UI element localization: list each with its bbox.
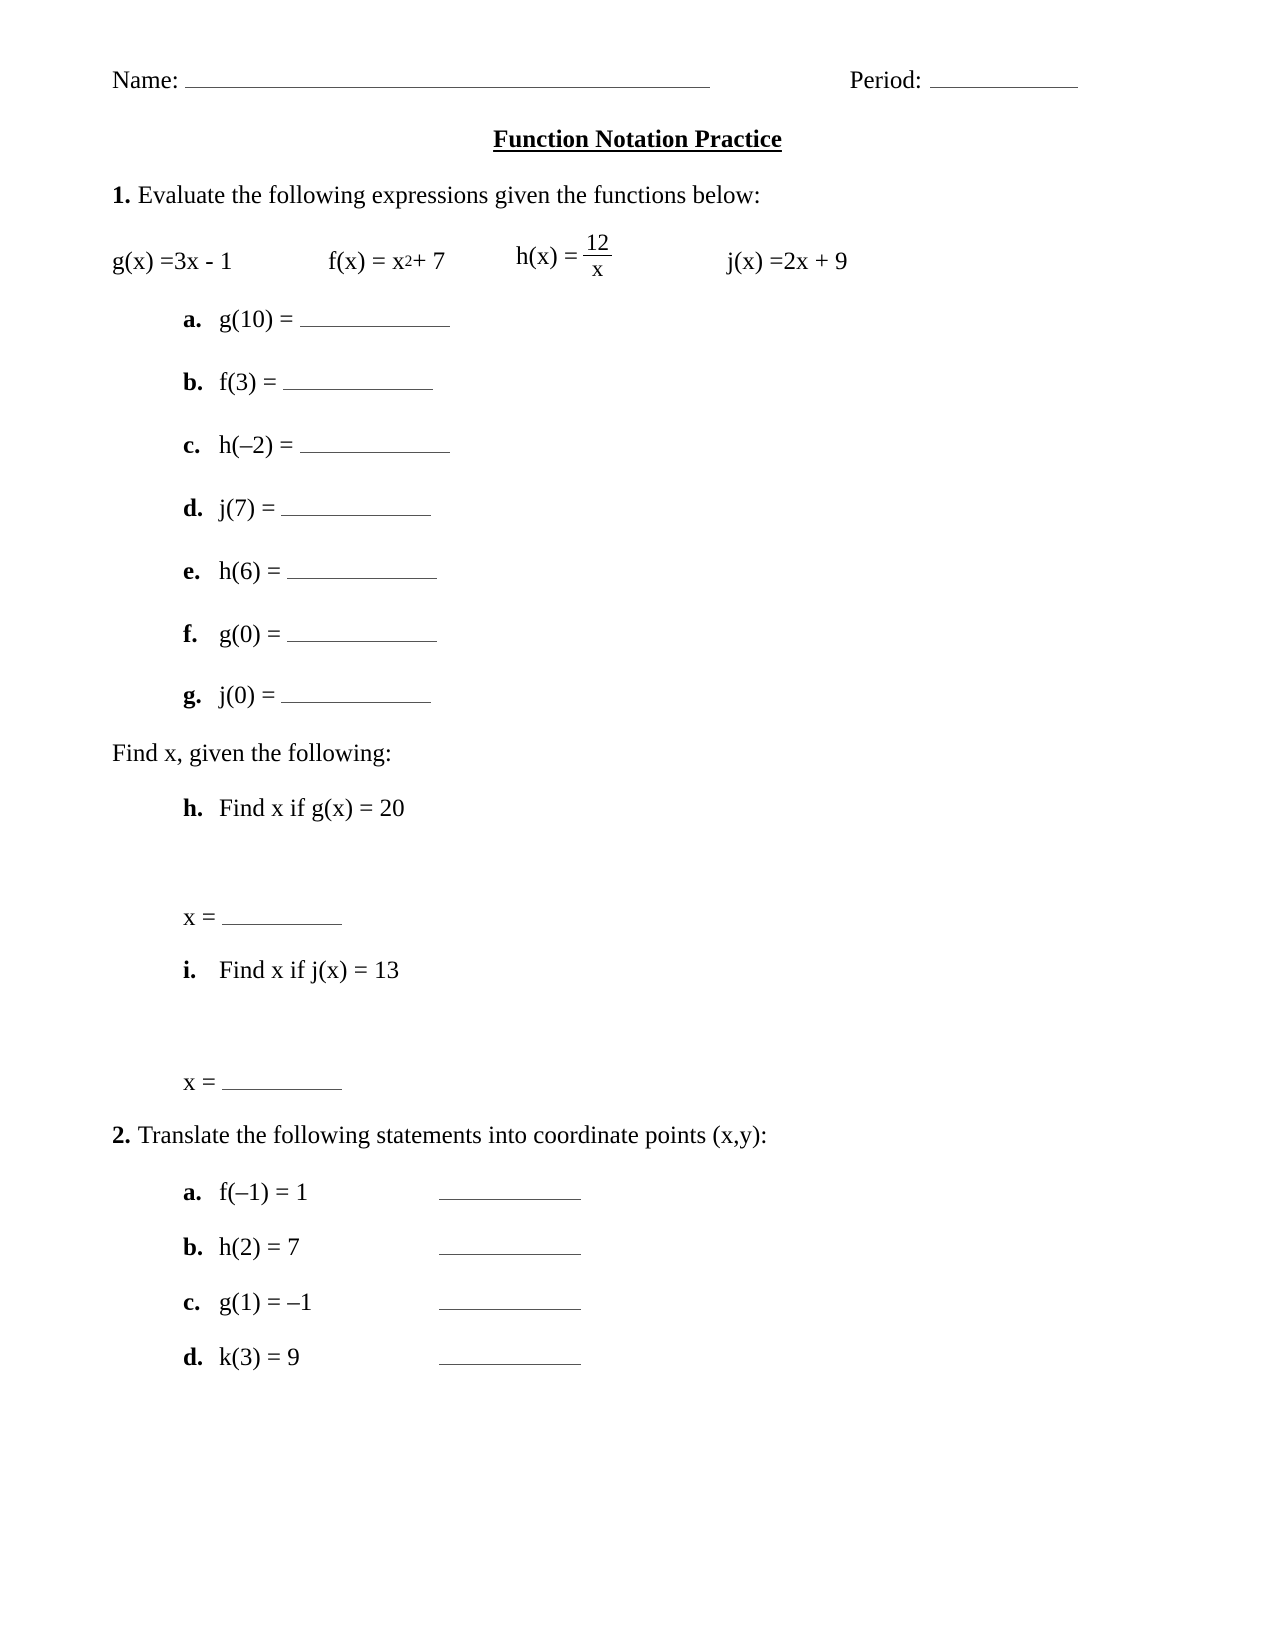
coordinate-point-blank[interactable] [439, 1343, 581, 1365]
item-letter: b. [183, 369, 204, 396]
item-letter: a. [183, 306, 202, 333]
page-title [0, 126, 1275, 154]
question-2-item-d [183, 1343, 581, 1372]
question-1-item-c [183, 431, 450, 460]
find-x-prompt: Find x, given the following: [112, 740, 392, 767]
item-answer-blank[interactable] [281, 681, 431, 703]
item-statement: k(3) = 9 [219, 1344, 300, 1371]
item-letter: b. [183, 1234, 204, 1261]
item-letter: d. [183, 495, 204, 522]
item-answer-blank[interactable] [281, 494, 431, 516]
question-1-text: Evaluate the following expressions given the functions below: [137, 182, 761, 209]
coordinate-point-blank[interactable] [439, 1233, 581, 1255]
question-1-item-g [183, 681, 431, 710]
question-1-item-d [183, 494, 431, 523]
function-definition-h [516, 232, 612, 283]
x-equals-label: x = [183, 904, 216, 931]
item-letter: d. [183, 1344, 204, 1371]
fraction-numerator: 12 [586, 230, 609, 255]
question-2-item-b [183, 1233, 581, 1262]
item-answer-blank[interactable] [300, 431, 450, 453]
item-statement: f(–1) = 1 [219, 1179, 309, 1206]
item-answer-blank[interactable] [287, 620, 437, 642]
item-letter: c. [183, 432, 201, 459]
item-letter: c. [183, 1289, 201, 1316]
function-g-lhs: g(x) = [112, 248, 174, 275]
item-text: h(6) = [219, 558, 281, 585]
item-statement: h(2) = 7 [219, 1234, 300, 1261]
question-1-item-i [183, 957, 399, 985]
item-letter: g. [183, 682, 202, 709]
function-definition-f: f(x) = x 2 + 7 [328, 248, 446, 275]
question-1-item-h-answer [183, 903, 342, 932]
fraction-denominator: x [591, 255, 604, 281]
item-text: h(–2) = [219, 432, 294, 459]
coordinate-point-blank[interactable] [439, 1178, 581, 1200]
question-2-text: Translate the following statements into coordinate points (x,y): [137, 1122, 768, 1149]
question-1-number: 1. [112, 182, 131, 209]
fraction-twelve-over-x [583, 231, 612, 282]
item-answer-blank[interactable] [300, 305, 450, 327]
item-answer-blank[interactable] [287, 557, 437, 579]
item-letter: e. [183, 558, 201, 585]
function-definition-j [727, 248, 848, 276]
item-letter: h. [183, 795, 204, 822]
function-f-lhs: f(x) = x [328, 248, 405, 275]
question-1-prompt [112, 182, 761, 210]
item-text: Find x if g(x) = 20 [219, 795, 405, 822]
question-1-item-a [183, 305, 450, 334]
function-f-rhs: + 7 [412, 248, 446, 275]
item-text: g(0) = [219, 621, 281, 648]
name-label: Name: [112, 67, 179, 94]
item-text: f(3) = [219, 369, 277, 396]
question-1-item-f [183, 620, 437, 649]
x-answer-blank[interactable] [222, 903, 342, 925]
question-1-item-e [183, 557, 437, 586]
function-definition-g [112, 248, 232, 276]
question-1-item-i-answer [183, 1068, 342, 1097]
item-text: j(7) = [219, 495, 276, 522]
item-statement: g(1) = –1 [219, 1289, 313, 1316]
page-title-text: Function Notation Practice [493, 126, 782, 153]
question-2-item-a [183, 1178, 581, 1207]
item-text: j(0) = [219, 682, 276, 709]
x-equals-label: x = [183, 1069, 216, 1096]
item-text: Find x if j(x) = 13 [219, 957, 400, 984]
item-letter: f. [183, 621, 198, 648]
header-row [112, 64, 1163, 95]
period-label: Period: [849, 67, 922, 94]
coordinate-point-blank[interactable] [439, 1288, 581, 1310]
question-2-item-c [183, 1288, 581, 1317]
question-2-number: 2. [112, 1122, 131, 1149]
question-1-item-b [183, 368, 433, 397]
question-1-item-h [183, 795, 405, 823]
name-write-in-blank[interactable] [185, 64, 710, 88]
function-g-rhs: 3x - 1 [174, 248, 233, 275]
item-answer-blank[interactable] [283, 368, 433, 390]
function-j-rhs: 2x + 9 [783, 248, 848, 275]
function-j-lhs: j(x) = [727, 248, 784, 275]
question-2-prompt [112, 1122, 767, 1150]
item-letter: a. [183, 1179, 202, 1206]
period-group [850, 64, 1078, 95]
period-write-in-blank[interactable] [930, 64, 1078, 88]
x-answer-blank[interactable] [222, 1068, 342, 1090]
function-h-lhs: h(x) = [516, 243, 578, 271]
item-letter: i. [183, 957, 197, 984]
item-text: g(10) = [219, 306, 294, 333]
